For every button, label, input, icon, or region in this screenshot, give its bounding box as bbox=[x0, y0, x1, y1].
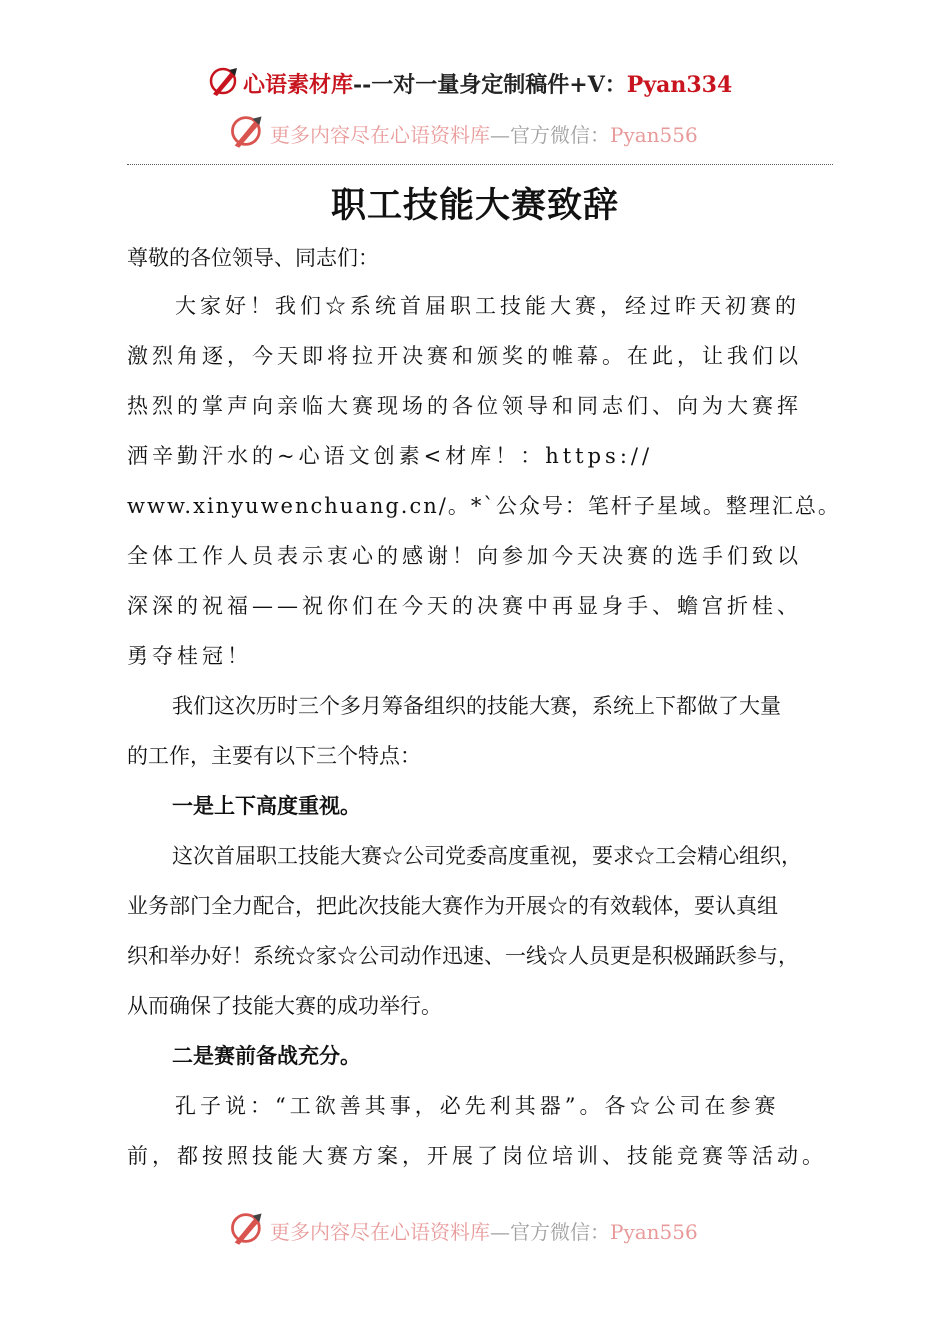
salutation: 尊敬的各位领导、同志们： bbox=[127, 246, 379, 270]
pen-logo-icon bbox=[228, 1209, 266, 1247]
paragraph-line: 前，都按照技能大赛方案，开展了岗位培训、技能竞赛等活动。 bbox=[127, 1144, 827, 1168]
paragraph-line: 大家好！我们☆系统首届职工技能大赛，经过昨天初赛的 bbox=[175, 294, 800, 318]
header-banner bbox=[228, 112, 748, 152]
paragraph-line: 洒辛勤汗水的~心语文创素<材库！：https:// bbox=[127, 444, 654, 468]
pen-logo-icon bbox=[207, 64, 241, 98]
banner-wechat-id: Pyan556 bbox=[610, 123, 698, 147]
paragraph-line: 孔子说：“工欲善其事，必先利其器”。各☆公司在参赛 bbox=[175, 1094, 780, 1118]
footer-official: 官方微信： bbox=[510, 1220, 610, 1244]
footer-banner bbox=[228, 1209, 748, 1249]
paragraph-line: 的工作，主要有以下三个特点： bbox=[127, 744, 421, 768]
paragraph-line: 深深的祝福——祝你们在今天的决赛中再显身手、蟾宫折桂、 bbox=[127, 594, 802, 618]
section-heading: 二是赛前备战充分。 bbox=[172, 1043, 361, 1068]
header-service: --一对一量身定制稿件+V： bbox=[353, 72, 627, 98]
banner-dash: — bbox=[490, 123, 510, 147]
paragraph-line: 从而确保了技能大赛的成功举行。 bbox=[127, 994, 442, 1018]
paragraph-line: 激烈角逐，今天即将拉开决赛和颁奖的帷幕。在此，让我们以 bbox=[127, 344, 802, 368]
banner-official: 官方微信： bbox=[510, 123, 610, 147]
paragraph-line: 全体工作人员表示衷心的感谢！向参加今天决赛的选手们致以 bbox=[127, 544, 802, 568]
paragraph-line: 织和举办好！系统☆家☆公司动作迅速、一线☆人员更是积极踊跃参与， bbox=[127, 944, 799, 968]
paragraph-line: 勇夺桂冠！ bbox=[127, 644, 252, 668]
header-wechat-id: Pyan334 bbox=[626, 72, 733, 98]
footer-text: 更多内容尽在心语资料库 bbox=[270, 1220, 490, 1244]
header-brand: 心语素材库 bbox=[243, 72, 354, 98]
paragraph-line: www.xinyuwenchuang.cn/。*`公众号：笔杆子星域。整理汇总。 bbox=[127, 494, 841, 518]
footer-dash: — bbox=[490, 1220, 510, 1244]
paragraph-line: 热烈的掌声向亲临大赛现场的各位领导和同志们、向为大赛挥 bbox=[127, 394, 802, 418]
paragraph-line: 这次首届职工技能大赛☆公司党委高度重视，要求☆工会精心组织， bbox=[172, 844, 802, 868]
pen-logo-icon bbox=[228, 112, 266, 150]
document-title: 职工技能大赛致辞 bbox=[330, 185, 619, 226]
paragraph-line: 业务部门全力配合，把此次技能大赛作为开展☆的有效载体，要认真组 bbox=[127, 894, 778, 918]
footer-wechat-id: Pyan556 bbox=[610, 1220, 698, 1244]
header-brand-line bbox=[207, 64, 767, 98]
banner-text: 更多内容尽在心语资料库 bbox=[270, 123, 490, 147]
header-divider bbox=[127, 164, 833, 165]
paragraph-line: 我们这次历时三个多月筹备组织的技能大赛，系统上下都做了大量 bbox=[172, 694, 781, 718]
section-heading: 一是上下高度重视。 bbox=[172, 793, 361, 818]
